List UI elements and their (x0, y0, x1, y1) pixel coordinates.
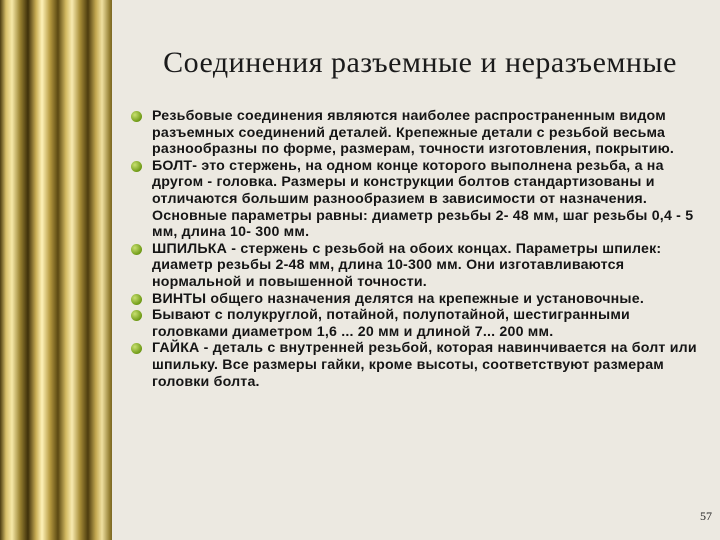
bullet-dot-icon (131, 294, 142, 305)
bullet-text: ВИНТЫ общего назначения делятся на крепежные и установочные. (152, 290, 644, 307)
list-item (130, 158, 700, 241)
bullet-dot-icon (131, 310, 142, 321)
list-item (130, 241, 700, 291)
list-item (130, 291, 700, 308)
bullet-text: БОЛТ- это стержень, на одном конце которого выполнена резьба, а на другом - головка. Размеры и конструкции болтов стандартизованы и отличаются большим разнообразием в зависимости от назначения. Основные параметры равны: диаметр резьбы 2- 48 мм, шаг резьбы 0,4 - 5 мм, длина 10- 300 мм. (152, 157, 694, 241)
bullet-text: ШПИЛЬКА - стержень с резьбой на обоих концах. Параметры шпилек: диаметр резьбы 2-48 мм, длина 10-300 мм. Они изготавливаются нормальной и повышенной точности. (152, 240, 662, 290)
list-item (130, 340, 700, 390)
slide-title: Соединения разъемные и неразъемные (163, 46, 677, 79)
bullet-text: Резьбовые соединения являются наиболее распространенным видом разъемных соединений деталей. Крепежные детали с резьбой весьма разнообразны по форме, размерам, точности изготовления, покрытию. (152, 108, 675, 158)
bullet-text: Бывают с полукруглой, потайной, полупотайной, шестигранными головками диаметром 1,6 ... 20 мм и длиной 7... 200 мм. (152, 307, 630, 340)
page-number: 57 (700, 509, 712, 523)
list-item (130, 307, 700, 340)
decorative-gold-pillars (0, 0, 115, 540)
list-item (130, 108, 700, 158)
bullet-dot-icon (131, 244, 142, 255)
bullet-dot-icon (131, 343, 142, 354)
bullet-dot-icon (131, 111, 142, 122)
bullet-list (130, 108, 700, 390)
bullet-dot-icon (131, 161, 142, 172)
bullet-text: ГАЙКА - деталь с внутренней резьбой, которая навинчивается на болт или шпильку. Все размеры гайки, кроме высоты, соответствуют размерам головки болта. (152, 340, 697, 390)
